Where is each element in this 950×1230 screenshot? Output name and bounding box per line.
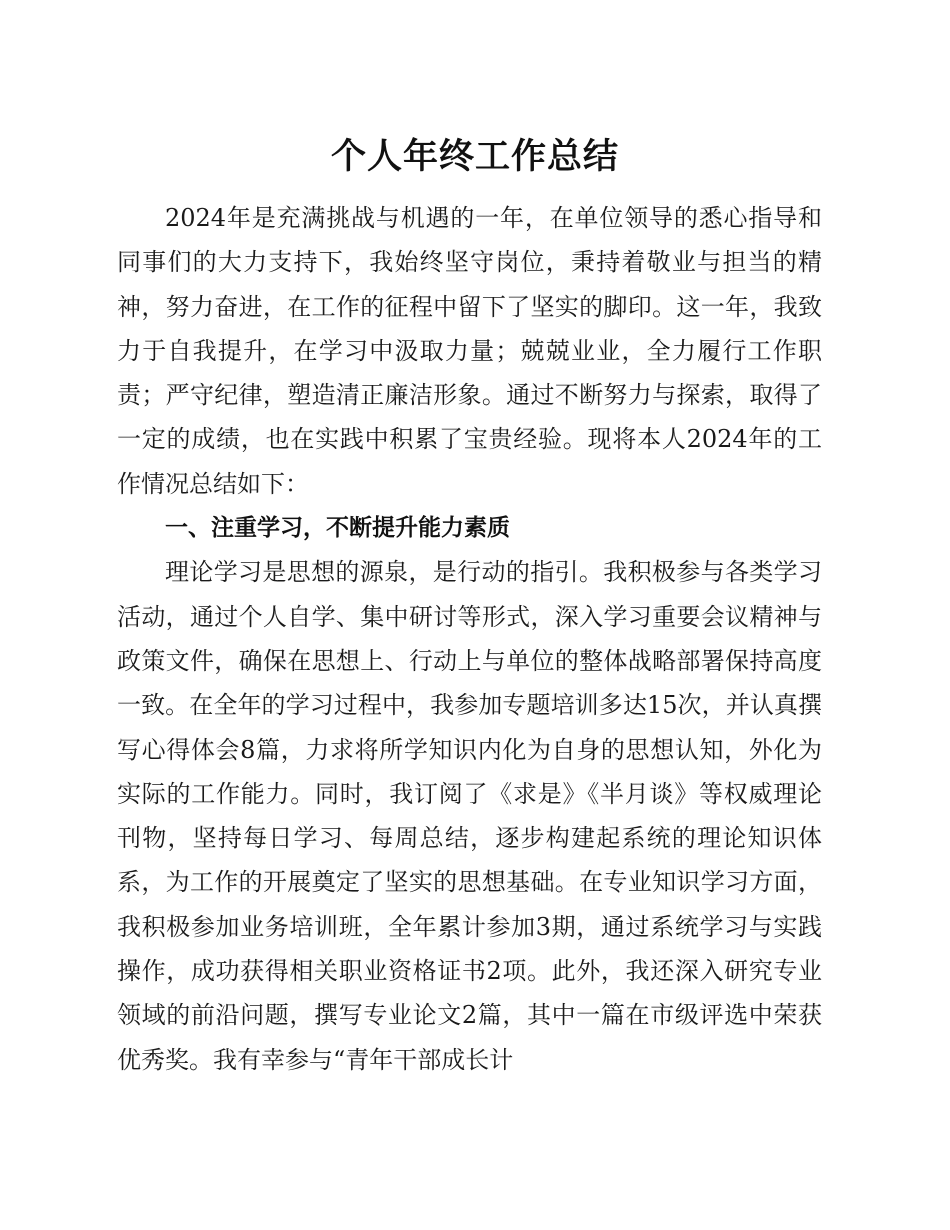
section-1-paragraph: 理论学习是思想的源泉，是行动的指引。我积极参与各类学习活动，通过个人自学、集中研讨等形式，深入学习重要会议精神与政策文件，确保在思想上、行动上与单位的整体战略部署保持高度一致。在全年的学习过程中，我参加专题培训多达15次，并认真撰写心得体会8篇，力求将所学知识内化为自身的思想认知，外化为实际的工作能力。同时，我订阅了《求是》《半月谈》等权威理论刊物，坚持每日学习、每周总结，逐步构建起系统的理论知识体系，为工作的开展奠定了坚实的思想基础。在专业知识学习方面，我积极参加业务培训班，全年累计参加3期，通过系统学习与实践操作，成功获得相关职业资格证书2项。此外，我还深入研究专业领域的前沿问题，撰写专业论文2篇，其中一篇在市级评选中荣获优秀奖。我有幸参与“青年干部成长计 [117, 558, 822, 1074]
document-body [117, 196, 822, 1082]
intro-paragraph: 2024年是充满挑战与机遇的一年，在单位领导的悉心指导和同事们的大力支持下，我始终坚守岗位，秉持着敬业与担当的精神，努力奋进，在工作的征程中留下了坚实的脚印。这一年，我致力于自我提升，在学习中汲取力量；兢兢业业，全力履行工作职责；严守纪律，塑造清正廉洁形象。通过不断努力与探索，取得了一定的成绩，也在实践中积累了宝贵经验。现将本人2024年的工作情况总结如下： [117, 204, 822, 498]
document-title: 个人年终工作总结 [330, 136, 619, 177]
section-heading-1: 一、注重学习，不断提升能力素质 [165, 515, 510, 542]
